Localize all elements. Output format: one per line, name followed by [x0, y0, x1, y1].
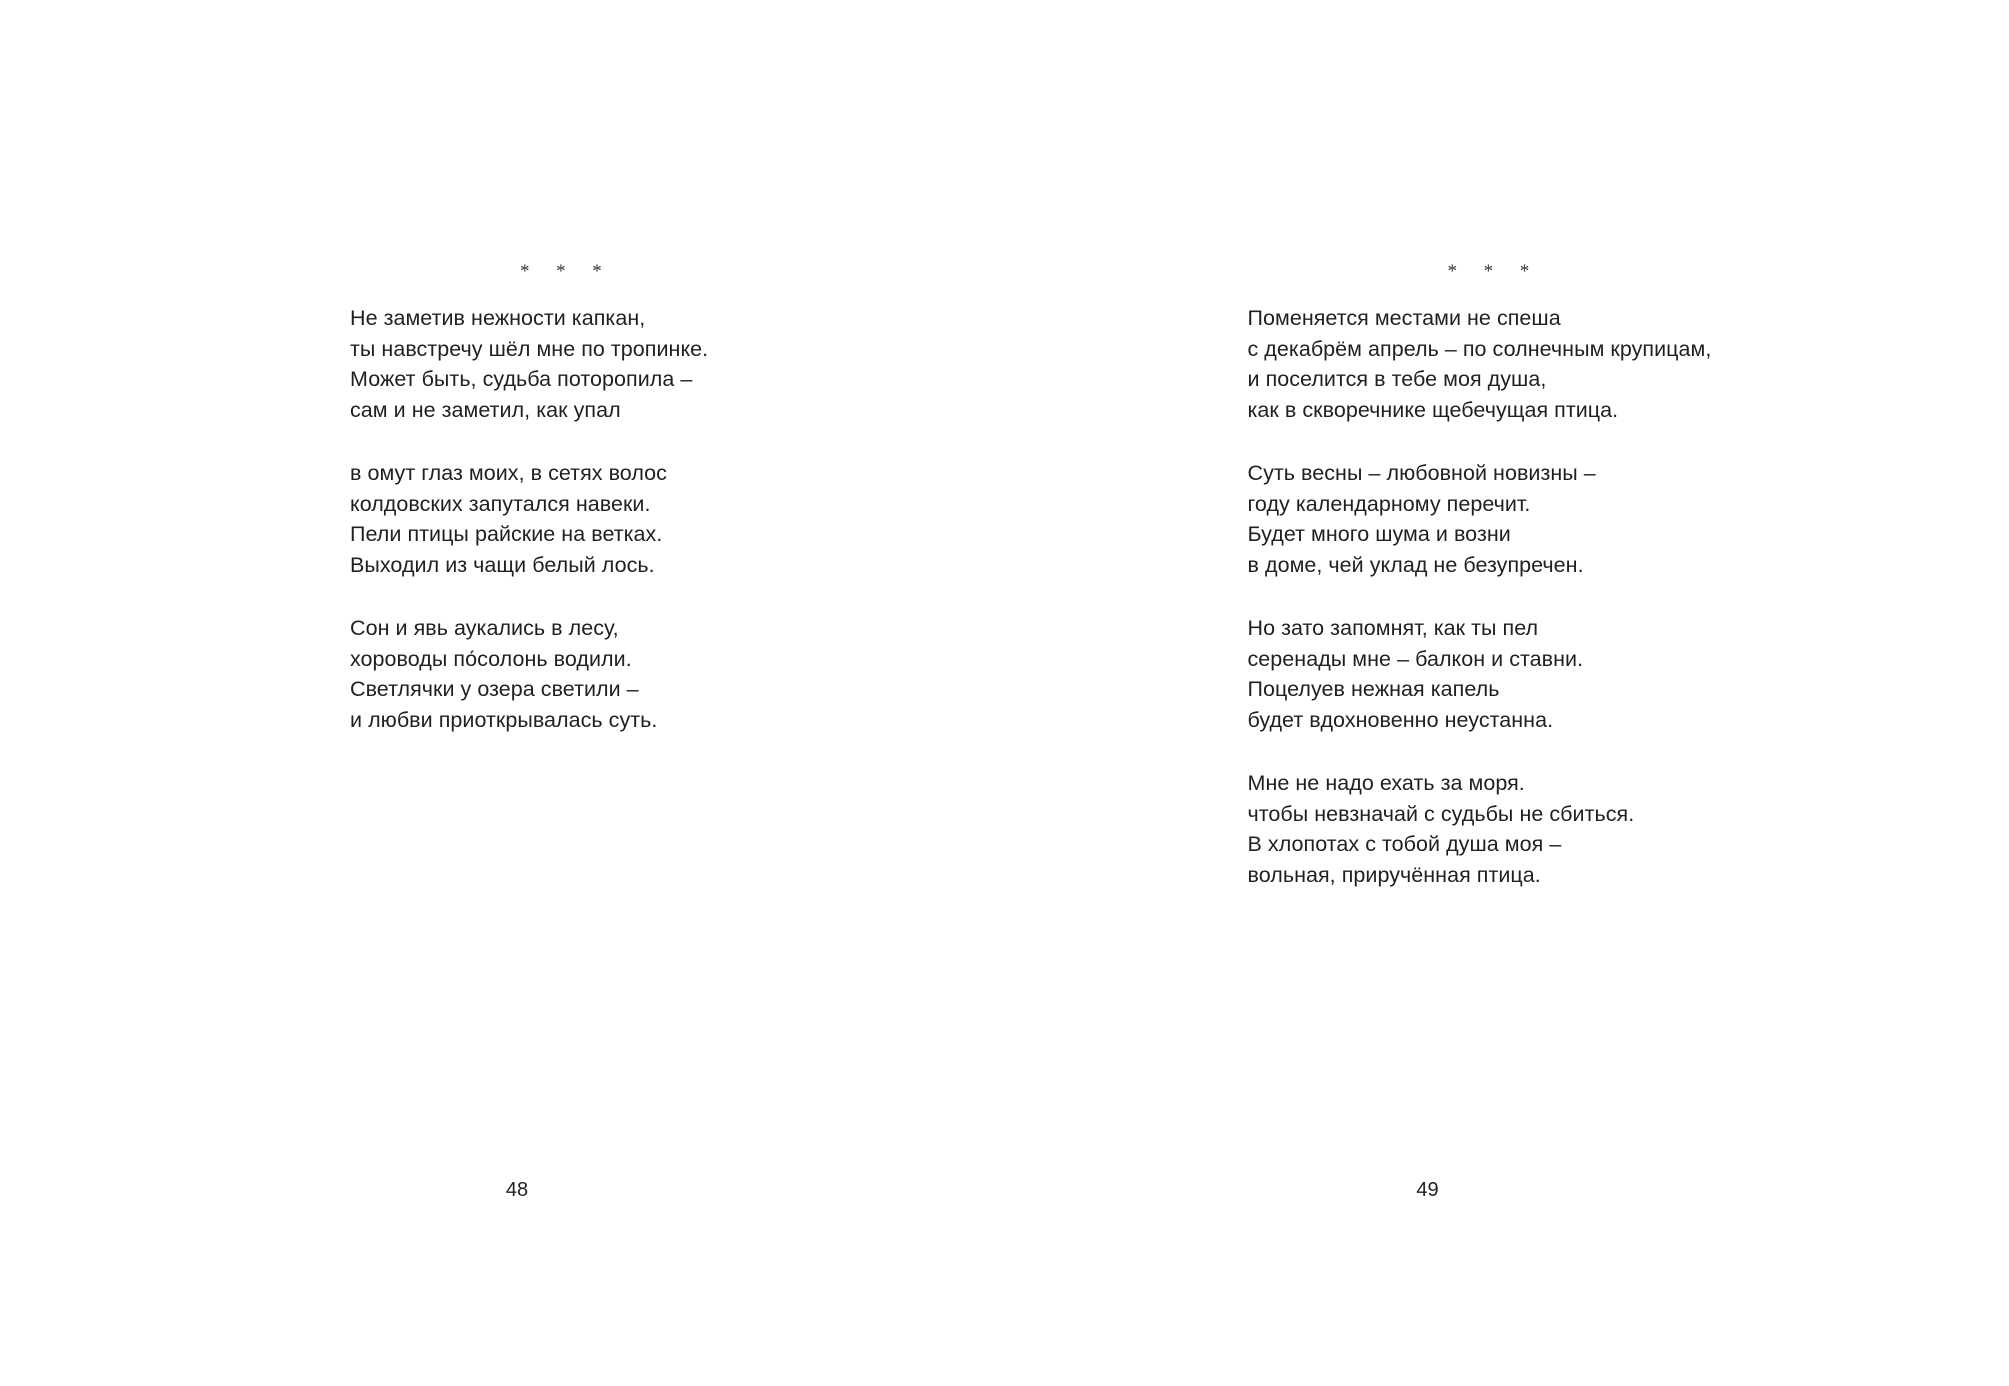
poem-line: Будет много шума и возни — [1247, 522, 1511, 546]
poem-line: сам и не заметил, как упал — [350, 397, 621, 422]
poem-line: как в скворечнике щебечущая птица. — [1247, 397, 1619, 422]
poem-left — [350, 262, 708, 735]
poem-line: Поцелуев нежная капель — [1247, 677, 1500, 701]
poem-line: Светлячки у озера светили – — [350, 677, 639, 701]
poem-line: вольная, приручённая птица. — [1247, 862, 1541, 887]
poem-line: с декабрём апрель – по солнечным крупицам, — [1247, 336, 1712, 361]
poem-line: чтобы невзначай с судьбы не сбиться. — [1247, 801, 1635, 826]
poem-line: Поменяется местами не спеша — [1247, 306, 1561, 330]
stanza — [1248, 458, 1712, 580]
poem-line: Не заметив нежности капкан, — [350, 306, 646, 330]
poem-line: колдовских запутался навеки. — [350, 491, 651, 516]
poem-line: и любви приоткрывалась суть. — [350, 707, 658, 732]
page-right — [1005, 0, 2009, 1386]
poem-line: Выходил из чащи белый лось. — [350, 552, 655, 577]
stanza — [350, 458, 708, 580]
stanza — [1248, 303, 1712, 425]
poem-line: и поселится в тебе моя душа, — [1247, 367, 1547, 391]
poem-line: хороводы по́солонь водили. — [350, 646, 632, 671]
poem-line: ты навстречу шёл мне по тропинке. — [350, 336, 709, 361]
poem-line: будет вдохновенно неустанна. — [1247, 707, 1554, 732]
poem-line: серенады мне – балкон и ставни. — [1247, 646, 1584, 671]
stanza — [350, 303, 708, 425]
poem-line: Может быть, судьба поторопила – — [350, 367, 693, 391]
stanza-divider-asterisks: * * * — [1447, 261, 1535, 282]
stanza — [1248, 768, 1712, 890]
poem-line: Сон и явь аукались в лесу, — [350, 616, 619, 640]
poem-line: Суть весны – любовной новизны – — [1247, 461, 1596, 485]
poem-line: В хлопотах с тобой душа моя – — [1247, 832, 1562, 856]
poem-line: году календарному перечит. — [1247, 491, 1531, 516]
poem-line: Пели птицы райские на ветках. — [350, 522, 663, 546]
poem-line: в омут глаз моих, в сетях волос — [350, 461, 667, 485]
stanza — [350, 613, 708, 735]
page-number-left: 48 — [505, 1179, 529, 1201]
poem-right — [1248, 262, 1712, 890]
poem-line: Но зато запомнят, как ты пел — [1247, 616, 1539, 640]
page-number-right: 49 — [1416, 1179, 1439, 1201]
stanza — [1248, 613, 1712, 735]
poem-line: в доме, чей уклад не безупречен. — [1247, 552, 1584, 577]
poem-line: Мне не надо ехать за моря. — [1247, 771, 1525, 795]
stanza-divider-asterisks: * * * — [520, 261, 608, 282]
